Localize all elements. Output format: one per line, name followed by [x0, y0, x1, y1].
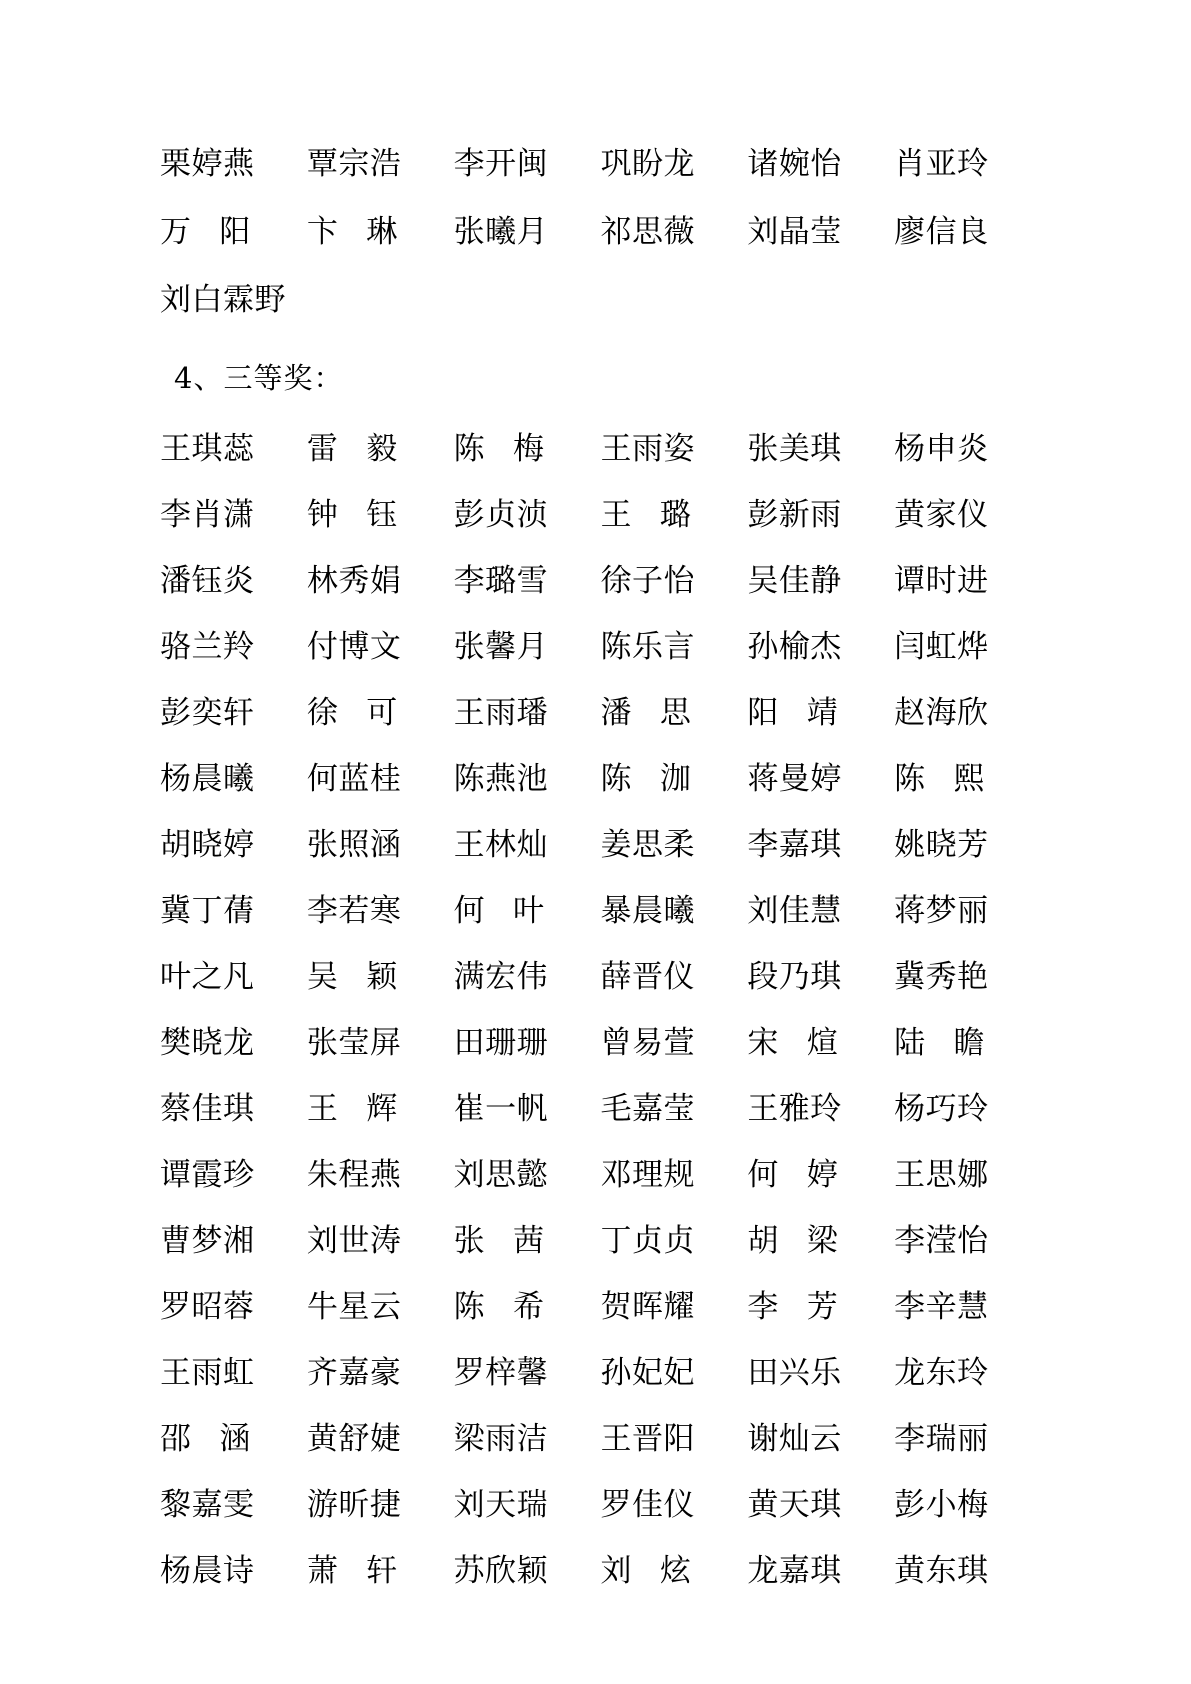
name-cell: 田珊珊	[453, 1025, 549, 1061]
name-cell: 黄天琪	[747, 1487, 842, 1523]
name-row	[160, 746, 1041, 812]
name-cell: 樊晓龙	[160, 1025, 255, 1061]
name-cell: 龙嘉琪	[747, 1553, 842, 1589]
name-cell: 黄家仪	[894, 497, 989, 533]
name-cell: 罗佳仪	[600, 1487, 695, 1523]
name-cell: 付博文	[306, 629, 402, 665]
name-cell: 何 婷	[747, 1157, 839, 1193]
name-row	[160, 1142, 1041, 1208]
name-row	[160, 1538, 1041, 1604]
name-cell: 罗梓馨	[453, 1355, 549, 1391]
name-cell: 潘 思	[600, 695, 692, 731]
name-row	[160, 1010, 1041, 1076]
name-cell: 曹梦湘	[160, 1223, 255, 1259]
name-cell: 赵海欣	[894, 695, 989, 731]
name-cell: 徐子怡	[600, 563, 695, 599]
name-cell: 李嘉琪	[747, 827, 842, 863]
name-cell: 彭小梅	[894, 1487, 989, 1523]
name-cell: 巩盼龙	[600, 146, 695, 182]
name-row	[160, 482, 1041, 548]
name-cell: 苏欣颖	[453, 1553, 549, 1589]
name-cell: 陈 熙	[894, 761, 986, 797]
name-cell: 杨晨诗	[160, 1553, 255, 1589]
name-cell: 谢灿云	[747, 1421, 842, 1457]
name-cell: 刘佳慧	[747, 893, 842, 929]
name-cell: 李若寒	[306, 893, 402, 929]
name-cell: 姜思柔	[600, 827, 695, 863]
name-cell: 阳 靖	[747, 695, 839, 731]
name-cell: 黄舒婕	[306, 1421, 402, 1457]
name-cell: 宋 煊	[747, 1025, 839, 1061]
name-cell: 邵 涵	[160, 1421, 251, 1457]
name-cell: 暴晨曦	[600, 893, 695, 929]
name-row	[160, 548, 1041, 614]
name-cell: 陈 泇	[600, 761, 692, 797]
name-cell: 王雨璠	[453, 695, 549, 731]
name-cell: 雷 毅	[306, 431, 398, 467]
name-cell: 王思娜	[894, 1157, 989, 1193]
name-cell: 钟 钰	[306, 497, 398, 533]
name-cell: 潘钰炎	[160, 563, 255, 599]
name-cell: 杨晨曦	[160, 761, 255, 797]
name-cell: 胡晓婷	[160, 827, 255, 863]
name-cell: 诸婉怡	[747, 146, 842, 182]
name-cell: 孙妃妃	[600, 1355, 695, 1391]
section-heading: 4、三等奖：	[174, 361, 344, 395]
name-row	[160, 198, 1041, 266]
name-cell: 杨巧玲	[894, 1091, 989, 1127]
name-cell: 李肖潇	[160, 497, 255, 533]
name-cell: 王 璐	[600, 497, 692, 533]
name-row	[160, 1340, 1041, 1406]
name-cell: 黄东琪	[894, 1553, 989, 1589]
name-cell: 祁思薇	[600, 214, 695, 250]
name-cell: 李璐雪	[453, 563, 549, 599]
name-cell: 曾易萱	[600, 1025, 695, 1061]
name-row	[160, 266, 1041, 334]
name-cell: 栗婷燕	[160, 146, 255, 182]
name-cell	[600, 266, 747, 334]
name-cell: 卞 琳	[306, 214, 398, 250]
name-cell: 梁雨洁	[453, 1421, 549, 1457]
name-cell: 王雅玲	[747, 1091, 842, 1127]
name-row	[160, 878, 1041, 944]
name-cell: 王雨姿	[600, 431, 695, 467]
name-cell: 张莹屏	[306, 1025, 402, 1061]
name-cell: 张 茜	[453, 1223, 545, 1259]
name-cell: 蒋梦丽	[894, 893, 989, 929]
name-row	[160, 1208, 1041, 1274]
name-row	[160, 680, 1041, 746]
name-cell: 齐嘉豪	[306, 1355, 402, 1391]
name-cell	[894, 266, 1041, 334]
name-cell	[747, 266, 894, 334]
name-cell: 崔一帆	[453, 1091, 549, 1127]
name-cell: 刘 炫	[600, 1553, 692, 1589]
name-cell: 黎嘉雯	[160, 1487, 255, 1523]
name-row	[160, 130, 1041, 198]
name-cell: 张曦月	[453, 214, 549, 250]
name-row	[160, 1472, 1041, 1538]
name-cell: 谭霞珍	[160, 1157, 255, 1193]
name-cell: 王林灿	[453, 827, 549, 863]
name-cell: 贺晖耀	[600, 1289, 695, 1325]
name-cell: 彭新雨	[747, 497, 842, 533]
name-cell: 丁贞贞	[600, 1223, 695, 1259]
name-cell: 谭时进	[894, 563, 989, 599]
name-cell: 王琪蕊	[160, 431, 255, 467]
name-row	[160, 1274, 1041, 1340]
name-cell: 闫虹烨	[894, 629, 989, 665]
name-cell: 刘世涛	[306, 1223, 402, 1259]
name-cell: 杨申炎	[894, 431, 989, 467]
name-cell: 叶之凡	[160, 959, 255, 995]
name-cell: 田兴乐	[747, 1355, 842, 1391]
name-cell: 陈燕池	[453, 761, 549, 797]
name-cell: 徐 可	[306, 695, 398, 731]
name-cell: 龙东玲	[894, 1355, 989, 1391]
name-cell: 刘思懿	[453, 1157, 549, 1193]
name-row	[160, 1076, 1041, 1142]
name-cell: 张美琪	[747, 431, 842, 467]
name-cell: 满宏伟	[453, 959, 549, 995]
name-cell: 李开闽	[453, 146, 549, 182]
name-cell: 吴 颖	[306, 959, 398, 995]
name-row	[160, 944, 1041, 1010]
name-cell: 李瑞丽	[894, 1421, 989, 1457]
name-cell: 冀丁蒨	[160, 893, 255, 929]
name-cell: 陈 梅	[453, 431, 545, 467]
name-cell: 李辛慧	[894, 1289, 989, 1325]
name-cell: 蔡佳琪	[160, 1091, 255, 1127]
name-cell: 彭奕轩	[160, 695, 255, 731]
name-cell: 廖信良	[894, 214, 989, 250]
name-cell: 万 阳	[160, 214, 251, 250]
third-prize-name-block	[160, 416, 1041, 1604]
name-cell: 王晋阳	[600, 1421, 695, 1457]
name-cell: 蒋曼婷	[747, 761, 842, 797]
name-cell: 冀秀艳	[894, 959, 989, 995]
name-cell: 刘白霖野	[160, 282, 286, 318]
name-row	[160, 1406, 1041, 1472]
name-cell: 肖亚玲	[894, 146, 989, 182]
name-cell: 胡 梁	[747, 1223, 839, 1259]
name-cell: 萧 轩	[306, 1553, 398, 1589]
name-cell	[307, 266, 454, 334]
name-cell: 毛嘉莹	[600, 1091, 695, 1127]
name-cell: 王雨虹	[160, 1355, 255, 1391]
name-cell: 薛晋仪	[600, 959, 695, 995]
name-cell: 何 叶	[453, 893, 545, 929]
name-cell: 孙榆杰	[747, 629, 842, 665]
name-cell: 骆兰羚	[160, 629, 255, 665]
name-cell: 游昕捷	[306, 1487, 402, 1523]
name-cell: 朱程燕	[306, 1157, 402, 1193]
name-cell: 李 芳	[747, 1289, 839, 1325]
name-cell: 彭贞浈	[453, 497, 549, 533]
name-cell: 张照涵	[306, 827, 402, 863]
name-cell: 王 辉	[306, 1091, 398, 1127]
name-cell: 林秀娟	[306, 563, 402, 599]
name-cell: 刘天瑞	[453, 1487, 549, 1523]
name-cell: 张馨月	[453, 629, 549, 665]
name-row	[160, 416, 1041, 482]
name-cell: 何蓝桂	[306, 761, 402, 797]
name-cell: 牛星云	[306, 1289, 402, 1325]
name-cell: 吴佳静	[747, 563, 842, 599]
name-cell: 罗昭蓉	[160, 1289, 255, 1325]
name-cell: 李滢怡	[894, 1223, 989, 1259]
top-name-block	[160, 130, 1041, 334]
name-row	[160, 614, 1041, 680]
name-cell: 段乃琪	[747, 959, 842, 995]
name-cell	[454, 266, 601, 334]
name-cell: 刘晶莹	[747, 214, 842, 250]
name-cell: 邓理规	[600, 1157, 695, 1193]
name-cell: 覃宗浩	[306, 146, 402, 182]
name-cell: 陈 希	[453, 1289, 545, 1325]
name-cell: 陆 瞻	[894, 1025, 986, 1061]
name-cell: 陈乐言	[600, 629, 695, 665]
name-row	[160, 812, 1041, 878]
name-cell: 姚晓芳	[894, 827, 989, 863]
